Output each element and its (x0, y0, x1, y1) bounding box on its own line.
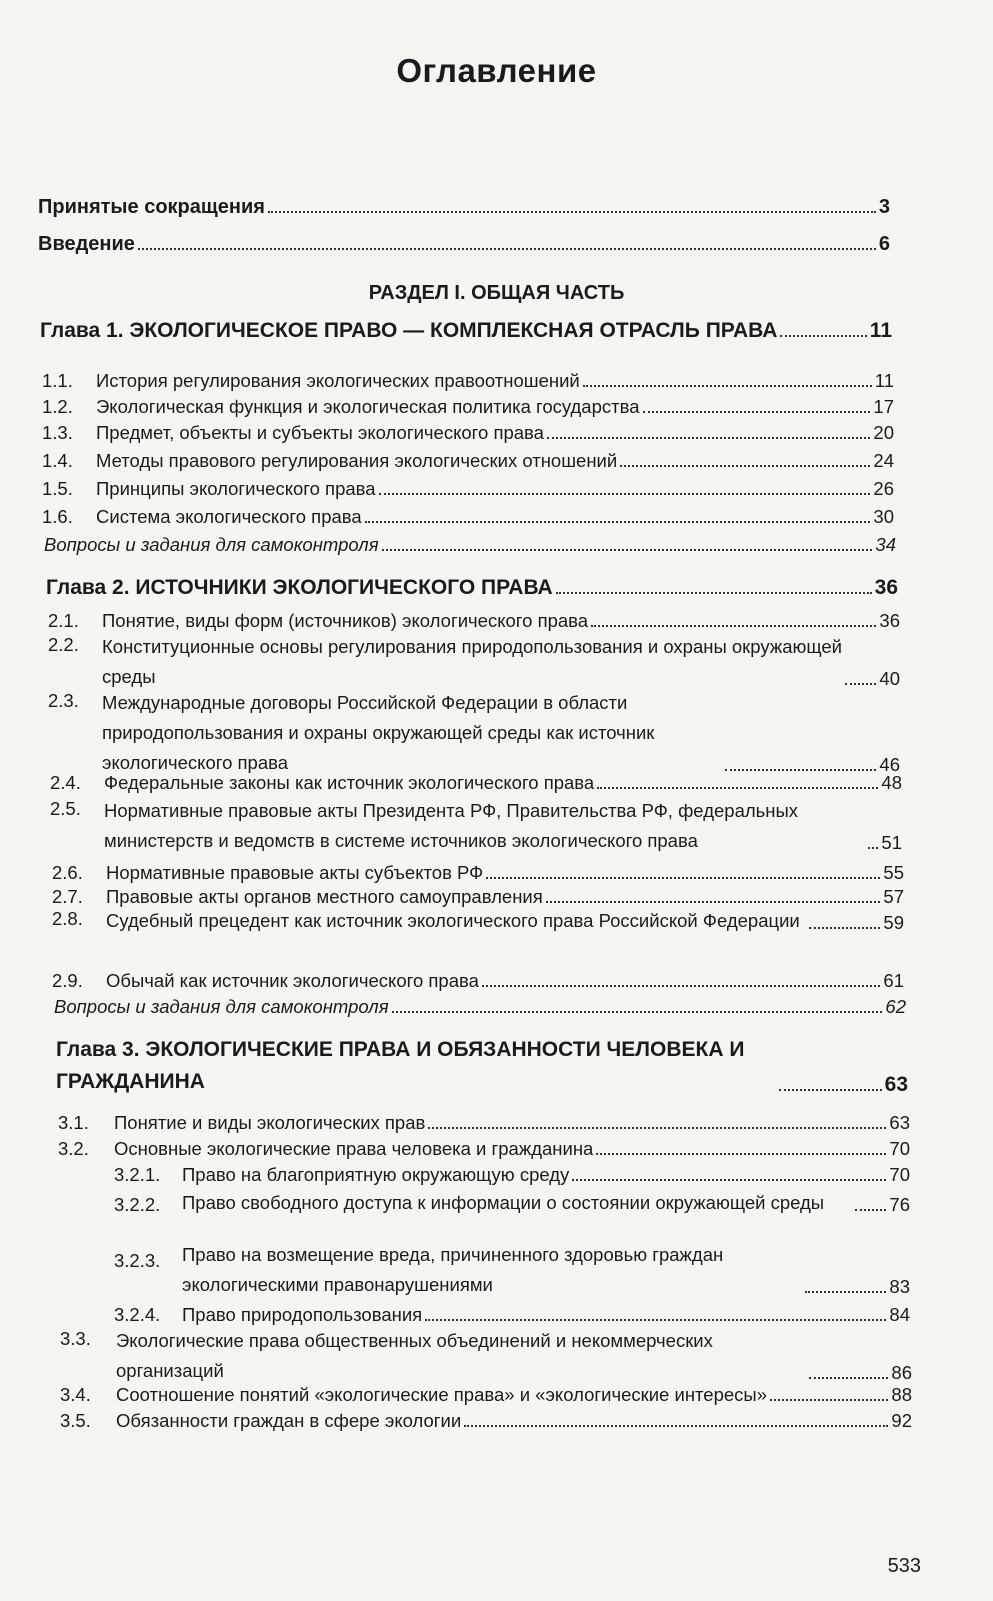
entry-page: 92 (891, 1410, 912, 1431)
chapter-page: 11 (869, 319, 892, 342)
entry-label: Предмет, объекты и субъекты экологического права (96, 422, 544, 443)
toc-entry[interactable] (42, 448, 894, 474)
toc-entry[interactable] (48, 608, 900, 634)
toc-entry[interactable] (42, 476, 894, 502)
toc-entry[interactable] (60, 1382, 912, 1408)
entry-label: Система экологического права (96, 506, 362, 527)
entry-page: 61 (883, 970, 904, 991)
entry-number: 3.3. (60, 1328, 91, 1349)
dot-leader (138, 248, 876, 250)
entry-label: Введение (38, 233, 135, 255)
dot-leader (770, 1399, 888, 1401)
toc-entry-abbreviations[interactable] (38, 194, 890, 220)
dot-leader (392, 1011, 883, 1013)
dot-leader (556, 592, 872, 594)
entry-page: 46 (879, 754, 900, 775)
entry-label: Экологические права общественных объединений и некоммерческих организаций (116, 1330, 713, 1381)
toc-subentry[interactable] (114, 1302, 910, 1328)
entry-page: 55 (883, 862, 904, 883)
entry-label: Право на возмещение вреда, причиненного здоровью граждан экологическими правонарушениями (182, 1244, 724, 1295)
entry-number: 3.2.3. (114, 1250, 161, 1271)
entry-label: Основные экологические права человека и гражданина (114, 1138, 594, 1159)
dot-leader (382, 549, 873, 551)
entry-number: 3.2.1. (114, 1164, 161, 1185)
dot-leader (482, 985, 881, 987)
toc-entry[interactable] (42, 368, 894, 394)
dot-leader (379, 493, 871, 495)
toc-entry[interactable] (58, 1136, 910, 1162)
toc-entry[interactable] (52, 906, 904, 936)
dot-leader (596, 1153, 886, 1155)
entry-label: Принципы экологического права (96, 478, 376, 499)
chapter-page: 63 (884, 1073, 908, 1096)
chapter-title: Глава 1. ЭКОЛОГИЧЕСКОЕ ПРАВО — КОМПЛЕКСНАЯ ОТРАСЛЬ ПРАВА (40, 319, 778, 342)
entry-page: 24 (873, 450, 894, 471)
entry-page: 30 (873, 506, 894, 527)
entry-page: 26 (873, 478, 894, 499)
toc-entry[interactable] (60, 1326, 912, 1386)
entry-number: 2.7. (52, 886, 83, 907)
toc-entry[interactable] (42, 420, 894, 446)
entry-number: 2.2. (48, 634, 79, 655)
entry-label: Федеральные законы как источник экологического права (104, 772, 595, 793)
entry-page: 86 (891, 1362, 912, 1383)
entry-number: 3.5. (60, 1410, 91, 1431)
dot-leader (428, 1127, 886, 1129)
entry-number: 2.8. (52, 908, 83, 929)
dot-leader (268, 211, 876, 213)
entry-number: 2.1. (48, 610, 79, 631)
entry-label: Обязанности граждан в сфере экологии (116, 1410, 462, 1431)
entry-label: Соотношение понятий «экологические права» и «экологические интересы» (116, 1384, 768, 1405)
dot-leader (868, 847, 878, 849)
entry-page: 36 (879, 610, 900, 631)
toc-entry[interactable] (52, 860, 904, 886)
entry-label: Понятие, виды форм (источников) экологического права (102, 610, 589, 631)
entry-page: 59 (883, 912, 904, 933)
toc-entry[interactable] (58, 1110, 910, 1136)
toc-subentry[interactable] (114, 1240, 910, 1300)
dot-leader (547, 437, 870, 439)
entry-label: Методы правового регулирования экологических отношений (96, 450, 618, 471)
entry-page: 63 (889, 1112, 910, 1133)
entry-label: Понятие и виды экологических прав (114, 1112, 426, 1133)
toc-entry[interactable] (60, 1408, 912, 1434)
entry-page: 83 (889, 1276, 910, 1297)
entry-number: 1.5. (42, 478, 73, 499)
toc-entry[interactable] (52, 968, 904, 994)
entry-label: Право на благоприятную окружающую среду (182, 1164, 570, 1185)
entry-label: Вопросы и задания для самоконтроля (44, 534, 379, 555)
entry-number: 3.4. (60, 1384, 91, 1405)
toc-entry-questions[interactable] (44, 532, 896, 558)
dot-leader (855, 1209, 886, 1211)
entry-number: 1.4. (42, 450, 73, 471)
entry-label: Вопросы и задания для самоконтроля (54, 996, 389, 1017)
chapter-title: Глава 3. ЭКОЛОГИЧЕСКИЕ ПРАВА И ОБЯЗАННОСТИ ЧЕЛОВЕКА И ГРАЖДАНИНА (56, 1038, 745, 1093)
entry-page: 6 (878, 233, 890, 255)
entry-label: Нормативные правовые акты субъектов РФ (106, 862, 484, 883)
entry-number: 2.3. (48, 690, 79, 711)
dot-leader (546, 901, 881, 903)
toc-chapter-1[interactable] (40, 318, 892, 344)
toc-entry[interactable] (50, 770, 902, 796)
entry-page: 62 (885, 996, 906, 1017)
entry-page: 11 (874, 370, 894, 391)
entry-label: Правовые акты органов местного самоуправления (106, 886, 543, 907)
entry-number: 2.4. (50, 772, 81, 793)
entry-page: 3 (878, 196, 890, 218)
entry-number: 1.2. (42, 396, 73, 417)
dot-leader (583, 385, 872, 387)
entry-page: 17 (873, 396, 894, 417)
dot-leader (365, 521, 871, 523)
entry-number: 2.6. (52, 862, 83, 883)
entry-page: 48 (881, 772, 902, 793)
dot-leader (620, 465, 870, 467)
entry-number: 3.1. (58, 1112, 89, 1133)
entry-number: 2.5. (50, 798, 81, 819)
entry-page: 88 (891, 1384, 912, 1405)
toc-entry[interactable] (48, 688, 900, 778)
toc-entry[interactable] (50, 796, 902, 856)
chapter-title: Глава 2. ИСТОЧНИКИ ЭКОЛОГИЧЕСКОГО ПРАВА (46, 576, 553, 599)
entry-page: 84 (889, 1304, 910, 1325)
entry-page: 70 (889, 1164, 910, 1185)
entry-label: Право свободного доступа к информации о состоянии окружающей среды (182, 1192, 825, 1213)
dot-leader (805, 1291, 886, 1293)
entry-page: 34 (875, 534, 896, 555)
entry-label: Экологическая функция и экологическая политика государства (96, 396, 640, 417)
entry-page: 76 (889, 1194, 910, 1215)
entry-label: Конституционные основы регулирования природопользования и охраны окружающей среды (102, 636, 842, 687)
dot-leader (597, 787, 878, 789)
chapter-page: 36 (874, 576, 898, 599)
dot-leader (591, 625, 876, 627)
dot-leader (779, 1089, 882, 1091)
entry-page: 57 (883, 886, 904, 907)
dot-leader (464, 1425, 888, 1427)
dot-leader (425, 1319, 886, 1321)
toc-entry-introduction[interactable] (38, 231, 890, 257)
entry-label: Судебный прецедент как источник экологического права Российской Федерации (106, 910, 800, 931)
toc-entry[interactable] (42, 504, 894, 530)
entry-page: 20 (873, 422, 894, 443)
toc-chapter-3[interactable] (56, 1034, 908, 1098)
page-number: 533 (887, 1555, 921, 1577)
entry-number: 3.2.4. (114, 1304, 161, 1325)
entry-label: Международные договоры Российской Федерации в области природопользования и охраны окружающей среды как источник экологического права (102, 692, 655, 773)
dot-leader (780, 335, 866, 337)
entry-number: 3.2.2. (114, 1194, 161, 1215)
entry-label: Нормативные правовые акты Президента РФ, Правительства РФ, федеральных министерств и ведомств в системе источников экологического права (104, 800, 799, 851)
entry-page: 51 (881, 832, 902, 853)
entry-label: Обычай как источник экологического права (106, 970, 479, 991)
entry-number: 1.3. (42, 422, 73, 443)
toc-entry[interactable] (42, 394, 894, 420)
dot-leader (809, 1377, 888, 1379)
entry-label: Принятые сокращения (38, 196, 265, 218)
entry-number: 3.2. (58, 1138, 89, 1159)
page-title: Оглавление (396, 52, 597, 89)
entry-page: 40 (879, 668, 900, 689)
toc-subentry[interactable] (114, 1184, 910, 1218)
dot-leader (643, 411, 871, 413)
entry-number: 2.9. (52, 970, 83, 991)
toc-entry[interactable] (48, 632, 900, 692)
dot-leader (486, 877, 880, 879)
toc-chapter-2[interactable] (46, 575, 898, 601)
dot-leader (845, 683, 876, 685)
entry-label: История регулирования экологических правоотношений (96, 370, 580, 391)
entry-number: 1.1. (42, 370, 73, 391)
entry-number: 1.6. (42, 506, 73, 527)
toc-entry-questions[interactable] (54, 994, 906, 1020)
dot-leader (809, 927, 880, 929)
entry-page: 70 (889, 1138, 910, 1159)
section-heading: РАЗДЕЛ I. ОБЩАЯ ЧАСТЬ (368, 282, 625, 304)
dot-leader (572, 1179, 886, 1181)
entry-label: Право природопользования (182, 1304, 423, 1325)
